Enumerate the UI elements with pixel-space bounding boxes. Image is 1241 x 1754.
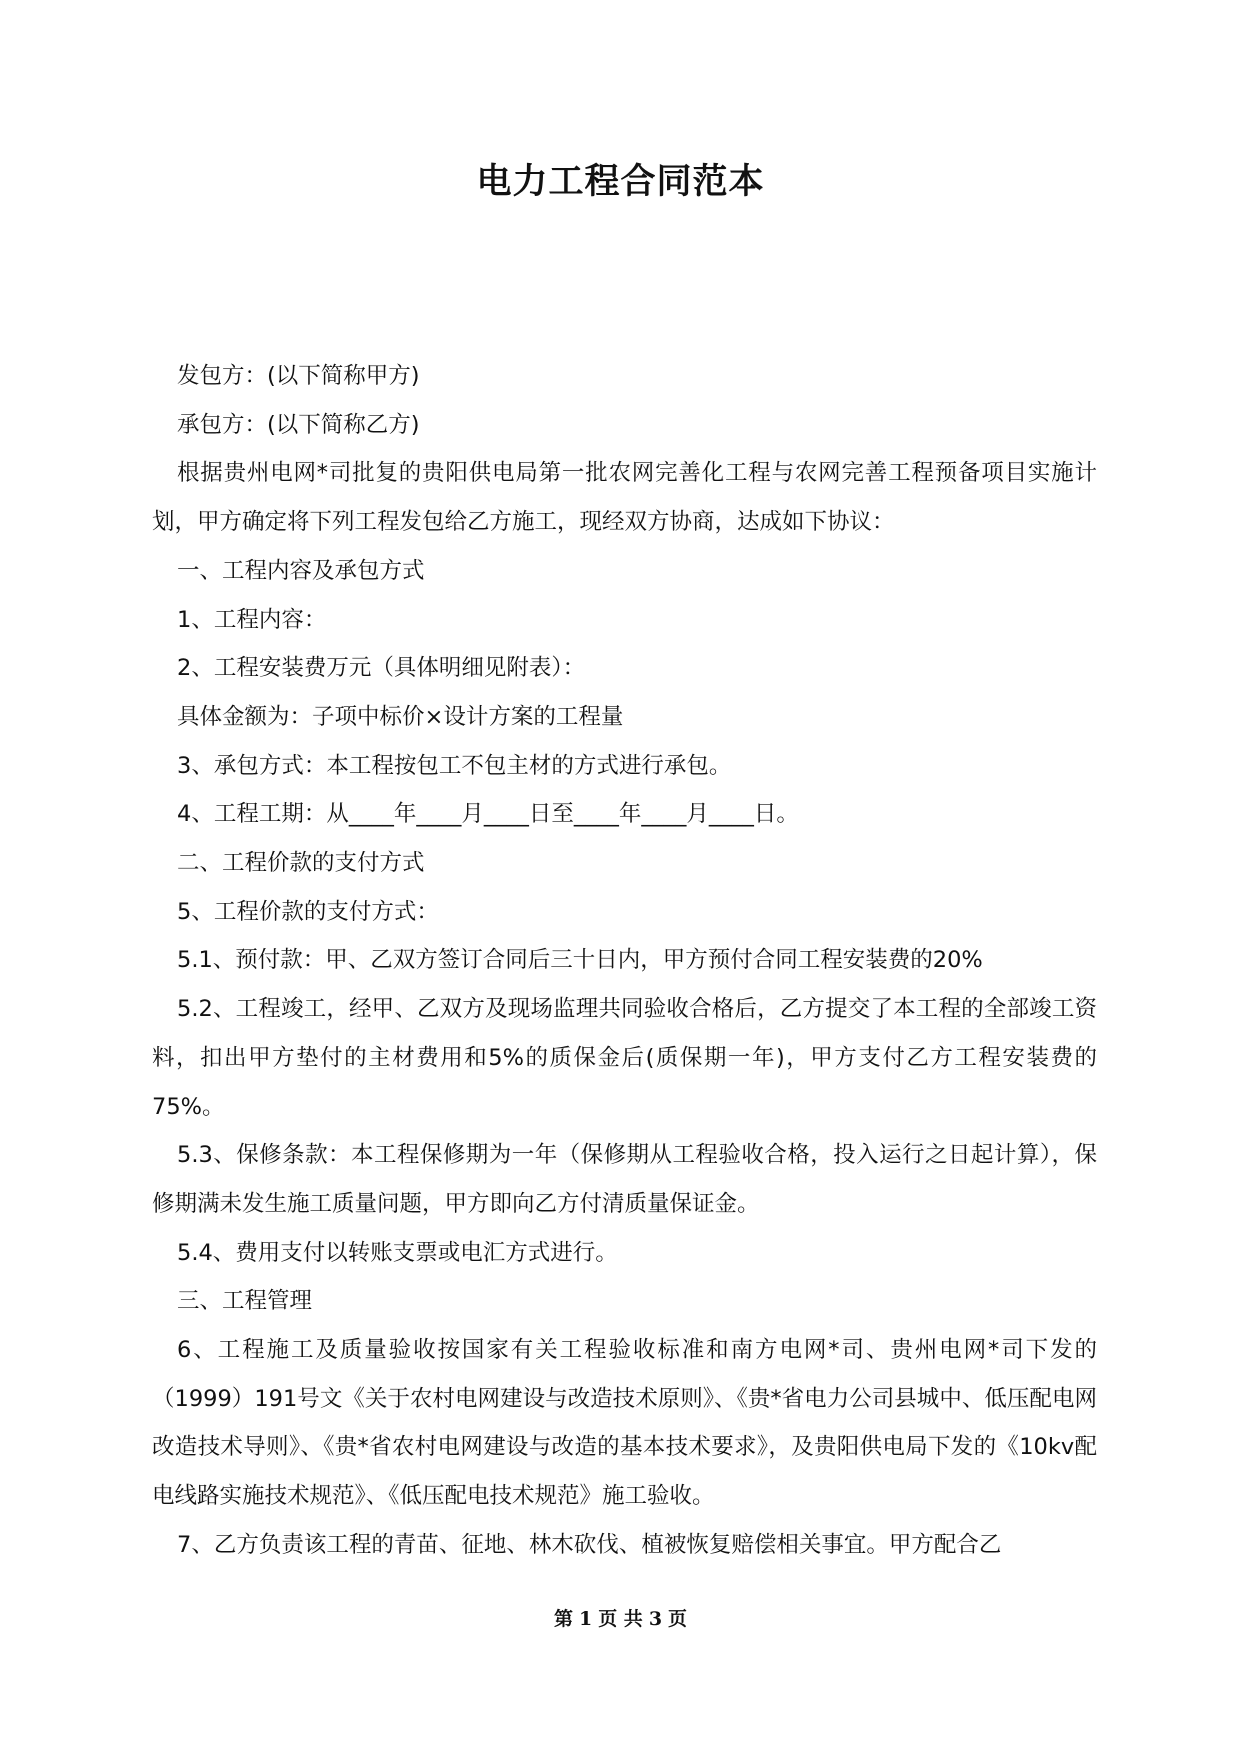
footer-suffix: 页	[668, 1608, 688, 1630]
clause-6: 6、工程施工及质量验收按国家有关工程验收标准和南方电网*司、贵州电网*司下发的（1999）191号文《关于农村电网建设与改造技术原则》、《贵*省电力公司县城中、低压配电网改造技术导则》、《贵*省农村电网建设与改造的基本技术要求》，及贵阳供电局下发的《10kv配电线路实施技术规范》、《低压配电技术规范》施工验收。	[152, 1337, 1097, 1510]
clause-5-2: 5.2、工程竣工，经甲、乙双方及现场监理共同验收合格后，乙方提交了本工程的全部竣工资料，扣出甲方垫付的主材费用和5%的质保金后(质保期一年)，甲方支付乙方工程安装费的75%。	[152, 996, 1097, 1120]
clause-5-1: 5.1、预付款：甲、乙双方签订合同后三十日内，甲方预付合同工程安装费的20%	[177, 947, 983, 974]
clause-2: 2、工程安装费万元（具体明细见附表）：	[177, 655, 586, 682]
clause-2-amount: 具体金额为：子项中标价×设计方案的工程量	[177, 703, 624, 730]
clause-1: 1、工程内容：	[177, 606, 327, 633]
footer-total-pages: 3	[648, 1608, 663, 1630]
clause-4: 4、工程工期：从____年____月____日至____年____月____日。	[177, 801, 799, 828]
paragraph-employer: 发包方：(以下简称甲方)	[177, 363, 420, 389]
clause-3: 3、承包方式：本工程按包工不包主材的方式进行承包。	[177, 752, 732, 779]
footer-page-number: 1	[578, 1608, 593, 1630]
section-heading-2: 二、工程价款的支付方式	[177, 850, 425, 877]
clause-5: 5、工程价款的支付方式：	[177, 898, 439, 925]
clause-7: 7、乙方负责该工程的青苗、征地、林木砍伐、植被恢复赔偿相关事宜。甲方配合乙	[177, 1531, 1002, 1558]
footer-middle: 页 共	[598, 1608, 643, 1630]
section-heading-1: 一、工程内容及承包方式	[177, 557, 425, 584]
paragraph-preamble: 根据贵州电网*司批复的贵阳供电局第一批农网完善化工程与农网完善工程预备项目实施计划，甲方确定将下列工程发包给乙方施工，现经双方协商，达成如下协议：	[152, 460, 1097, 536]
paragraph-contractor: 承包方：(以下简称乙方)	[177, 411, 420, 438]
clause-5-3: 5.3、保修条款：本工程保修期为一年（保修期从工程验收合格，投入运行之日起计算），保修期满未发生施工质量问题，甲方即向乙方付清质量保证金。	[152, 1142, 1097, 1217]
page-footer	[0, 1607, 1241, 1631]
clause-5-4: 5.4、费用支付以转账支票或电汇方式进行。	[177, 1239, 618, 1266]
document-body	[152, 352, 1097, 1570]
section-heading-3: 三、工程管理	[177, 1288, 313, 1315]
footer-prefix: 第	[553, 1608, 573, 1630]
document-title: 电力工程合同范本	[476, 162, 765, 202]
